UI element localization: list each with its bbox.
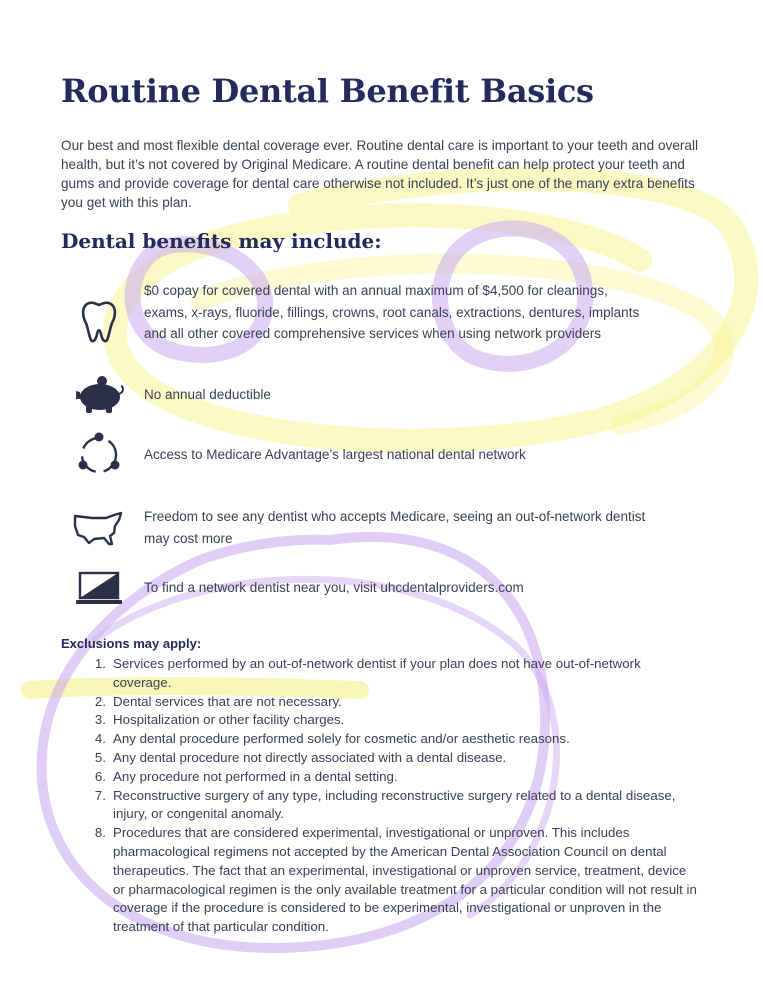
intro-paragraph: Our best and most flexible dental coverage ever. Routine dental care is important to your teeth and overall health, but it’s not covered by Original Medicare. A routine dental benefit can help protect your teeth and gums and provide coverage for dental care otherwise not included. It’s just one of the many extra benefits you get with this plan. [61, 138, 699, 210]
list-number: 4 . [61, 730, 106, 749]
list-item-text: Dental services that are not necessary. [113, 693, 342, 709]
list-item [61, 655, 701, 693]
list-item-text: Reconstructive surgery of any type, including reconstructive surgery related to a dental disease, injury, or congenital anomaly. [113, 787, 676, 822]
list-item-text: Any dental procedure not directly associated with a dental disease. [113, 749, 507, 765]
list-item [61, 824, 701, 937]
list-item [61, 749, 701, 768]
list-number: 7 . [61, 787, 106, 825]
list-item [61, 730, 701, 749]
list-item-text: Services performed by an out-of-network dentist if your plan does not have out-of-network coverage. [113, 656, 641, 690]
list-item [61, 711, 701, 730]
list-item [61, 693, 701, 712]
list-number: 1 . [61, 655, 106, 693]
list-number: 3 . [61, 711, 106, 730]
list-item-text: Procedures that are considered experimental, investigational or unproven. This includes pharmacological regimens not accepted by the American Dental Association Council on dental therapeutics. The fact that an experimental, investigational or unproven service, treatment, device or pharmacological regimen is the only available treatment for a particular condition will not result in coverage if the procedure is considered to be experimental, investigational or unproven in the treatment of that particular condition. [113, 825, 697, 935]
list-item-text: Any procedure not performed in a dental setting. [113, 768, 398, 784]
list-number: 5 . [61, 749, 106, 768]
list-number: 2 . [61, 693, 106, 712]
laptop-icon [72, 565, 126, 611]
list-item [61, 768, 701, 787]
benefit-text-find-dentist: To find a network dentist near you, visit uhcdentalproviders.com [144, 580, 524, 595]
list-item [61, 787, 701, 825]
benefit-text-deductible: No annual deductible [144, 387, 271, 402]
exclusions-list [61, 655, 701, 937]
usa-map-icon [72, 506, 126, 552]
exclusions-heading: Exclusions may apply: [61, 636, 202, 651]
benefit-text-copay: $0 copay for covered dental with an annual maximum of $4,500 for cleanings, exams, x-rays, fluoride, fillings, crowns, root canals, extractions, dentures, implants and all other covered comprehensive services when using network providers [144, 283, 640, 341]
network-cycle-icon [72, 432, 126, 478]
tooth-icon [72, 298, 126, 344]
list-number: 8 . [61, 824, 106, 937]
benefit-text-freedom: Freedom to see any dentist who accepts Medicare, seeing an out-of-network dentist may cost more [144, 509, 646, 546]
page-title: Routine Dental Benefit Basics [61, 72, 594, 110]
list-item-text: Hospitalization or other facility charges. [113, 712, 345, 728]
list-number: 6 . [61, 768, 106, 787]
benefits-subheading: Dental benefits may include: [61, 229, 382, 253]
piggy-bank-icon [72, 372, 126, 418]
benefit-text-network: Access to Medicare Advantage’s largest national dental network [144, 447, 526, 462]
list-item-text: Any dental procedure performed solely for cosmetic and/or aesthetic reasons. [113, 731, 570, 747]
